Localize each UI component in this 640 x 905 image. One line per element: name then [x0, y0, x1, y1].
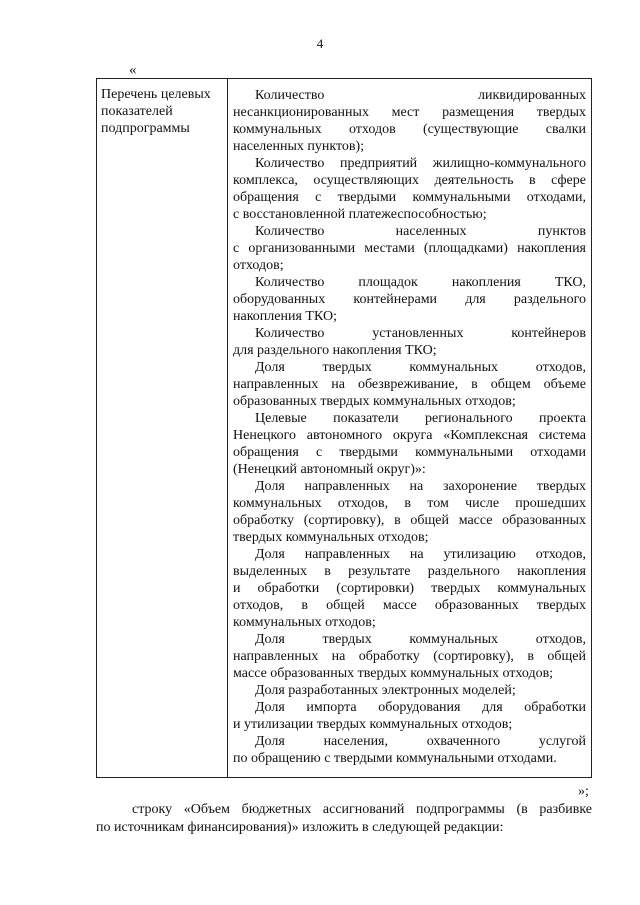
indicator-item [233, 546, 586, 631]
instruction-line: по источникам финансирования)» изложить в следующей редакции: [96, 820, 504, 835]
indicator-item [233, 733, 586, 767]
indicator-item-line: направленных на обработку (сортировку), в общей [233, 649, 586, 664]
indicator-item [233, 699, 586, 733]
indicator-item [233, 274, 586, 325]
indicator-item-line: Доля импорта оборудования для обработки [255, 700, 586, 715]
indicator-item-line: комплекса, осуществляющих деятельность в сфере [233, 173, 586, 188]
indicator-item-line: с восстановленной платежеспособностью; [233, 207, 487, 222]
indicator-item [233, 631, 586, 682]
indicator-item-line: Количество ликвидированных [255, 88, 586, 103]
indicator-item-line: Доля разработанных электронных моделей; [255, 683, 516, 698]
indicator-item-line: по обращению с твердыми коммунальными отходами. [233, 751, 557, 766]
instruction-line: строку «Объем бюджетных ассигнований подпрограммы (в разбивке [132, 802, 592, 817]
indicator-item-line: коммунальных отходов (существующие свалки [233, 122, 586, 137]
indicator-item [233, 682, 586, 699]
indicator-label-line: подпрограммы [101, 121, 190, 136]
opening-quote: « [129, 62, 137, 78]
indicator-item-line: Доля направленных на утилизацию отходов, [255, 547, 586, 562]
indicator-item-line: направленных на обезвреживание, в общем объеме [233, 377, 586, 392]
page-number: 4 [316, 36, 324, 51]
indicator-item-line: коммунальных отходов; [233, 615, 376, 630]
indicator-item [233, 478, 586, 546]
indicator-item-line: населенных пунктов); [233, 139, 365, 154]
indicator-item-line: Доля населения, охваченного услугой [255, 734, 586, 749]
indicator-item-line: Количество площадок накопления ТКО, [255, 275, 586, 290]
indicator-label-line: показателей [101, 104, 173, 119]
indicator-item [233, 87, 586, 155]
indicator-item-line: Доля твердых коммунальных отходов, [255, 632, 586, 647]
indicator-item-line: оборудованных контейнерами для раздельного [233, 292, 586, 307]
indicator-item-line: для раздельного накопления ТКО; [233, 343, 437, 358]
indicator-item [233, 223, 586, 274]
indicator-item-line: отходов, в общей массе образованных твердых [233, 598, 586, 613]
amendment-instruction [96, 801, 592, 837]
closing-quote: »; [578, 784, 589, 799]
indicator-item-line: обращения с твердыми коммунальными отходами [233, 445, 586, 460]
indicator-item-line: (Ненецкий автономный округ)»: [233, 462, 426, 477]
indicator-item-line: отходов; [233, 258, 284, 273]
indicator-item-line: обращения с твердыми коммунальными отходами, [233, 190, 586, 205]
indicator-item-line: твердых коммунальных отходов; [233, 530, 429, 545]
indicator-item-line: Доля направленных на захоронение твердых [255, 479, 586, 494]
indicator-item-line: коммунальных отходов, в том числе прошедших [233, 496, 586, 511]
indicator-item-line: с организованными местами (площадками) накопления [233, 241, 586, 256]
indicator-item-line: Количество населенных пунктов [255, 224, 586, 239]
indicator-table [96, 78, 592, 778]
indicator-item-line: накопления ТКО; [233, 309, 337, 324]
indicator-item-line: Ненецкого автономного округа «Комплексная система [233, 428, 586, 443]
indicator-item-line: Целевые показатели регионального проекта [255, 411, 586, 426]
indicator-item-line: выделенных в результате раздельного накопления [233, 564, 586, 579]
indicator-item [233, 410, 586, 478]
indicator-item-line: Доля твердых коммунальных отходов, [255, 360, 586, 375]
indicator-label-cell [97, 79, 228, 777]
indicator-item-line: и обработки (сортировки) твердых коммунальных [233, 581, 586, 596]
indicator-item-line: массе образованных твердых коммунальных отходов; [233, 666, 554, 681]
indicator-item [233, 325, 586, 359]
indicator-item-line: Количество предприятий жилищно-коммунального [255, 156, 586, 171]
indicator-item [233, 155, 586, 223]
indicator-item-line: и утилизации твердых коммунальных отходов; [233, 717, 513, 732]
indicator-item-line: обработку (сортировку), в общей массе образованных [233, 513, 586, 528]
indicator-item-line: несанкционированных мест размещения твердых [233, 105, 586, 120]
indicator-list-cell [228, 79, 591, 777]
indicator-item-line: Количество установленных контейнеров [255, 326, 586, 341]
indicator-item-line: образованных твердых коммунальных отходов; [233, 394, 516, 409]
indicator-item [233, 359, 586, 410]
indicator-label-line: Перечень целевых [101, 87, 211, 102]
